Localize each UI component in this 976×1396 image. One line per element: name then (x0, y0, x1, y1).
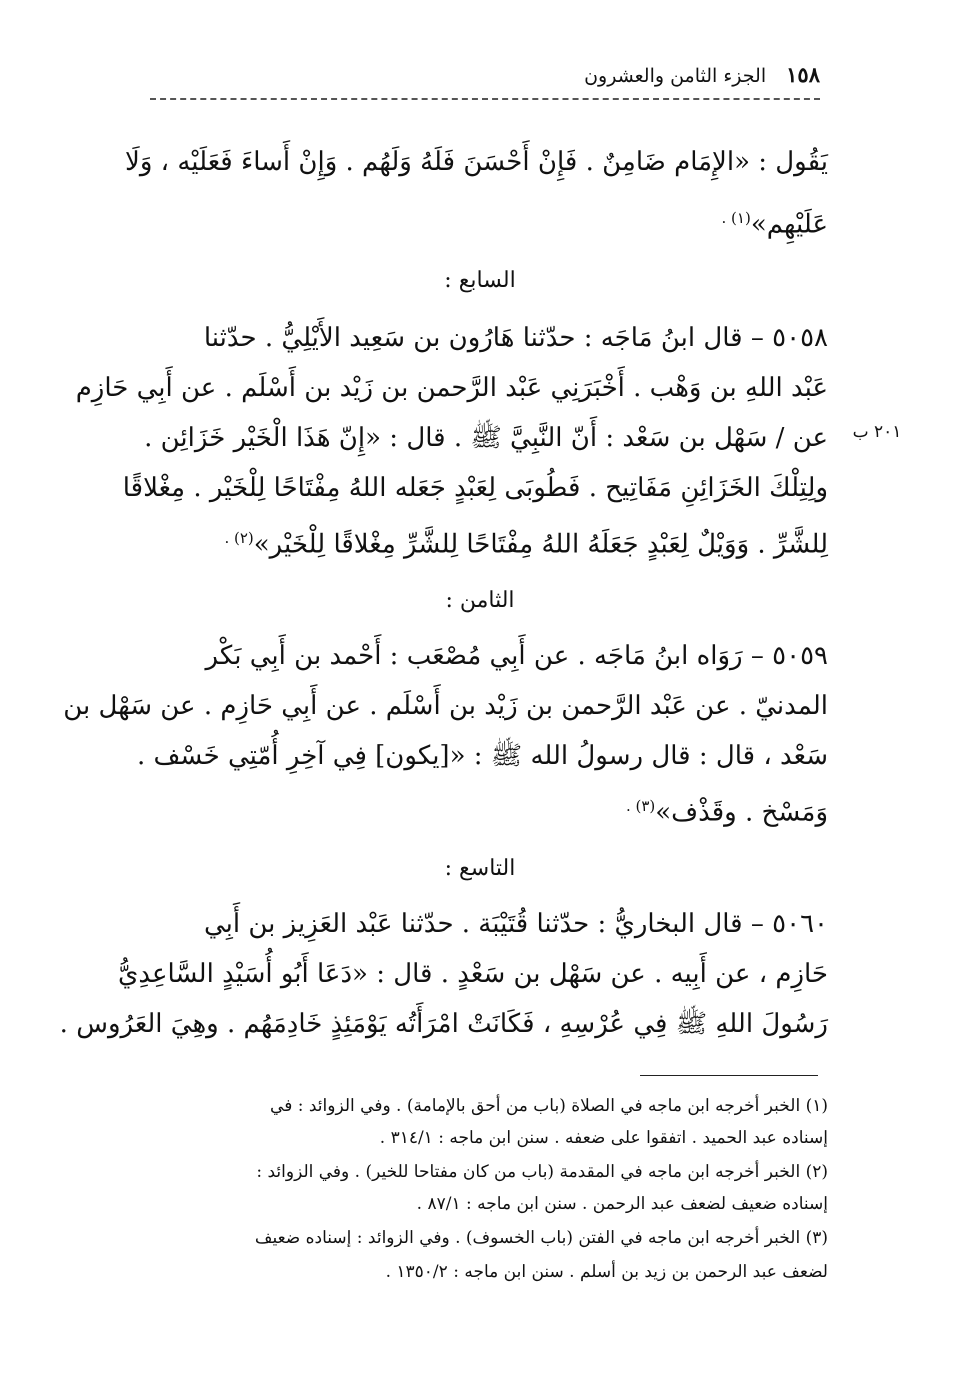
page-number: ١٥٨ (786, 62, 820, 87)
section-heading-seventh: السابع : (444, 268, 516, 293)
footnote-line: (٣) الخبر أخرجه ابن ماجه في الفتن (باب الخسوف) . وفي الزوائد : إسناده ضعيف (254, 1228, 828, 1248)
text-line: ٥٠٥٩ – رَوَاه ابنُ مَاجَه . عن أَبِي مُصْعَب : أَحْمد بن أَبِي بَكْر (205, 641, 828, 671)
text-line: يَقُول : «الإِمَام ضَامِنٌ . فَإِنْ أَحْسَنَ فَلَهُ وَلَهُم . وَإِنْ أَساءَ فَعَلَيْه ، وَلَا (125, 147, 828, 177)
footnote-ref: (٢) . (224, 529, 254, 547)
running-title: الجزء الثامن والعشرون (584, 65, 767, 87)
footnote-line: (٢) الخبر أخرجه ابن ماجه في المقدمة (باب من كان مفتاحا للخير) . وفي الزوائد : (256, 1162, 828, 1182)
text-line: المدنيّ . عن عَبْد الرَّحمن بن زَيْد بن أَسْلَم . عن أَبِي حَازِم . عن سَهْل بن (63, 691, 828, 721)
footnote-ref: (١) . (721, 209, 751, 227)
text-line: ولِتِلْكَ الخَزَائِنِ مَفَاتِيح . فَطُوبَى لِعَبْدٍ جَعَله اللهُ مِفْتَاحًا لِلْخَيْر . مِغْلاقًا (122, 473, 828, 503)
footnote-line: (١) الخبر أخرجه ابن ماجه في الصلاة (باب من أحق بالإمامة) . وفي الزوائد : في (270, 1096, 828, 1116)
text-line: عن / سَهْل بن سَعْد : أَنّ النَّبِيَّ ﷺ . قال : «إِنّ هَذَا الْخَيْر خَزَائِن . (144, 423, 828, 453)
running-header (380, 62, 820, 102)
text-line (138, 780, 828, 839)
margin-folio-note: ٢٠١ ب (852, 422, 902, 442)
text-line: سَعْد ، قال : قال رسولُ الله ﷺ : «[يكون] فِي آخِرِ أُمّتِي خَسْف . (136, 741, 828, 771)
footnote-line: إسناده عبد الحميد . اتفقوا على ضعفه . سنن ابن ماجه : ٣١٤/١ . (379, 1128, 828, 1148)
footnote-ref: (٣) . (625, 797, 656, 815)
text-line: ٥٠٦٠ – قال البخاريُّ : حدّثنا قُتَيْبَة . حدّثنا عَبْد العَزِيز بن أَبِي (203, 909, 828, 939)
header-divider (150, 98, 820, 100)
section-heading-ninth: التاسع : (444, 856, 516, 881)
text-line: رَسُولَ اللهِ ﷺ فِي عُرْسِهِ ، فَكَانَتْ امْرَأَتُه يَوْمَئِذٍ خَادِمَهُم . وهِيَ العَرُوس . (59, 1009, 828, 1039)
text-line (138, 192, 828, 251)
text-segment: لِلشَّرِّ . وَوَيْلٌ لِعَبْدٍ جَعَلَهُ اللهُ مِفْتَاحًا لِلشَّرِّ مِغْلاقًا لِلْخَيْر» (253, 529, 828, 560)
text-line: ٥٠٥٨ – قال ابنُ مَاجَه : حدّثنا هَارُون بن سَعِيد الأَيْلِيُّ . حدّثنا (203, 323, 828, 353)
footnote-divider (640, 1075, 818, 1076)
text-segment: عَلَيْهِم» (750, 209, 828, 240)
footnote-line: لضعف عبد الرحمن بن زيد بن أسلم . سنن ابن ماجه : ١٣٥٠/٢ . (385, 1262, 828, 1282)
text-line: عَبْد اللهِ بن وَهْب . أَخْبَرَنِي عَبْد الرَّحمن بن زَيْد بن أَسْلَم . عن أَبِي حَازِم (75, 373, 828, 403)
text-segment: وَمَسْخ . وقَذْف» (655, 797, 828, 828)
text-line: حَازِم ، عن أَبِيه . عن سَهْل بن سَعْدٍ . قال : «دَعَا أَبُو أُسَيْدٍ السَّاعِدِيُّ (118, 959, 828, 989)
section-heading-eighth: الثامن : (445, 588, 515, 613)
text-line (138, 512, 828, 571)
footnote-line: إسناده ضعيف لضعف عبد الرحمن . سنن ابن ماجه : ٨٧/١ . (416, 1194, 828, 1214)
